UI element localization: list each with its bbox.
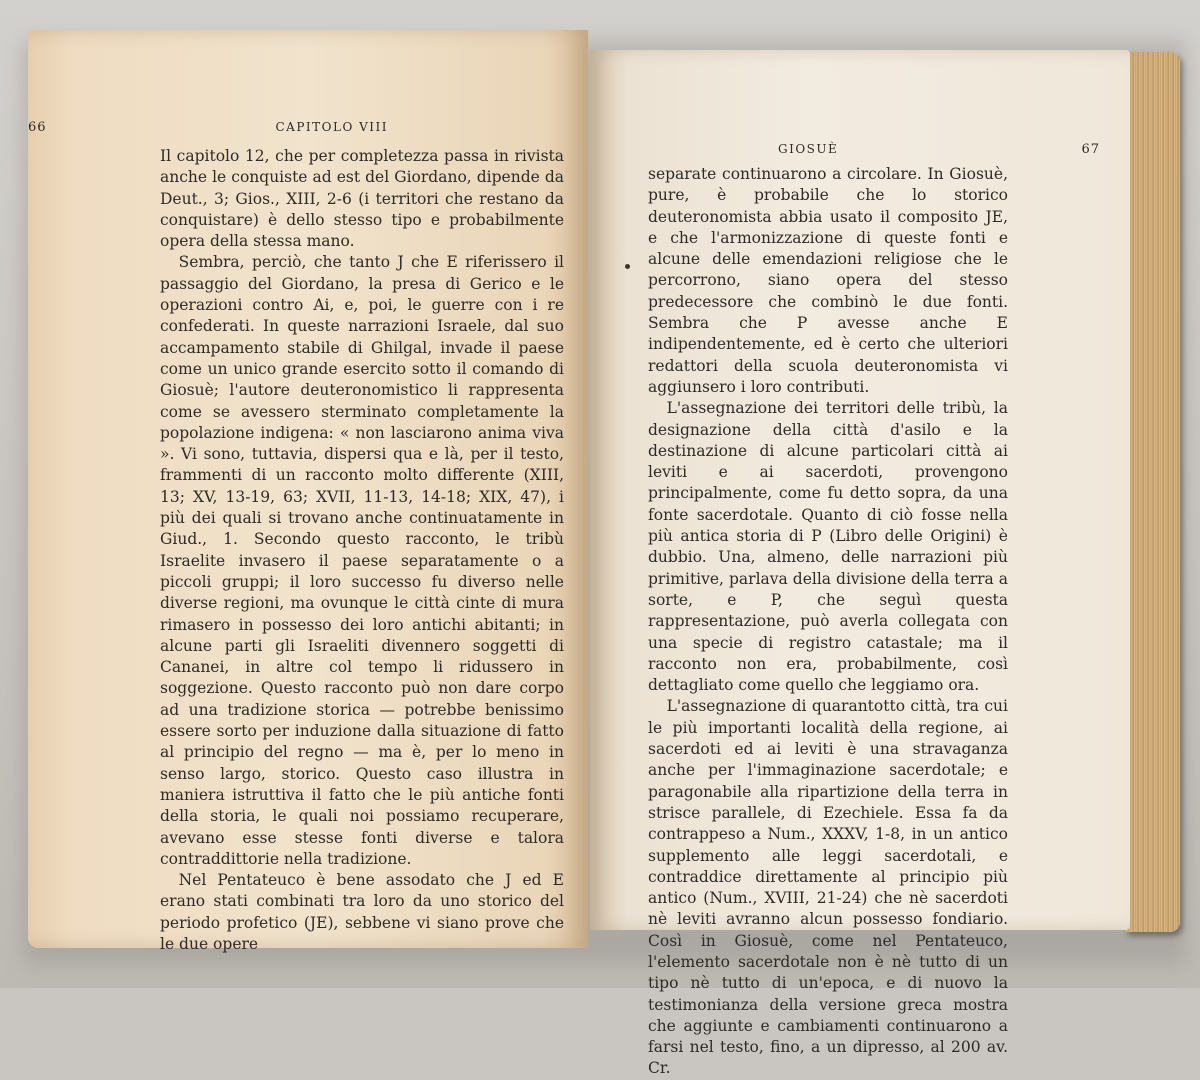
right-page (590, 50, 1130, 1078)
paragraph: Sembra, perciò, che tanto J che E riferissero il passaggio del Giordano, la presa di Gerico e le operazioni contro Ai, e, poi, le guerre con i re confederati. In queste narrazioni Israele, dal suo accampamento stabile di Ghilgal, invade il paese come un unico grande esercito sotto il comando di Giosuè; l'autore deuteronomistico li rappresenta come se avessero sterminato completamente la popolazione indigena: « non lasciarono anima viva ». Vi sono, tuttavia, dispersi qua e là, per il testo, frammenti di un racconto molto differente (XIII, 13; XV, 13-19, 63; XVII, 11-13, 14-18; XIX, 47), i più dei quali si trovano anche continuatamente in Giud., 1. Secondo questo racconto, le tribù Israelite invasero il paese separatamente o a piccoli gruppi; il loro successo fu diverso nelle diverse regioni, ma ovunque le città cinte di mura rimasero in possesso dei loro antichi abitanti; in alcune parti gli Israeliti divennero soggetti di Cananei, in altre col tempo li ridussero in soggezione. Questo racconto può non dare corpo ad una tradizione storica — potrebbe benissimo essere sorto per induzione dalla situazione di fatto al principio del regno — ma è, per lo meno in senso largo, storico. Questo caso illustra in maniera istruttiva il fatto che le più antiche fonti della storia, le quali noi possiamo recuperare, avevano esse stesse fonti diverse e talora contraddittorie nella tradizione. (160, 253, 564, 868)
left-page-header (30, 120, 568, 142)
left-running-title: CAPITOLO VIII (275, 120, 388, 134)
page-edges (1125, 52, 1180, 932)
right-running-title: GIOSUÈ (778, 142, 839, 156)
right-page-header (648, 142, 1100, 164)
paragraph: L'assegnazione dei territori delle tribù, la designazione della città d'asilo e la destinazione di alcune particolari città ai leviti e ai sacerdoti, provengono principalmente, come fu detto sopra, da una fonte sacerdotale. Quanto di ciò fosse nella più antica storia di P (Libro delle Origini) è dubbio. Una, almeno, delle narrazioni più primitive, parlava della divisione della terra a sorte, e P, che seguì questa rappresentazione, può averla collegata con una specie di registro catastale; ma il racconto non era, probabilmente, così dettagliato come quello che leggiamo ora. (648, 399, 1008, 695)
paragraph: L'assegnazione di quarantotto città, tra cui le più importanti località della regione, ai sacerdoti ed ai leviti è una stravaganza anche per l'immaginazione sacerdotale; e paragonabile alla ripartizione della terra in strisce parallele, di Ezechiele. Essa fa da contrappeso a Num., XXXV, 1-8, in un antico supplemento alle leggi sacerdotali, e contraddice direttamente al principio più antico (Num., XVIII, 21-24) che nè sacerdoti nè leviti avranno alcun possesso fondiario. Così in Giosuè, come nel Pentateuco, l'elemento sacerdotale non è nè tutto di un tipo nè tutto di un'epoca, e di nuovo la testimonianza della versione greca mostra che aggiunte e cambiamenti continuarono a farsi nel testo, fino, a un dipresso, al 200 av. Cr. (648, 697, 1008, 1078)
left-page-text (160, 146, 564, 955)
paragraph: Nel Pentateuco è bene assodato che J ed E erano stati combinati tra loro da uno storico del periodo profetico (JE), sebbene vi siano prove che le due opere (160, 871, 564, 953)
paragraph: separate continuarono a circolare. In Giosuè, pure, è probabile che lo storico deuteronomista abbia usato il composito JE, e che l'armonizzazione di queste fonti e alcune delle emendazioni religiose che le percorrono, siano opera del stesso predecessore che combinò le due fonti. Sembra che P avesse anche E indipendentemente, ed è certo che ulteriori redattori della scuola deuteronomista vi aggiunsero i loro contributi. (648, 165, 1008, 396)
right-page-text (648, 164, 1008, 1080)
ink-speck (625, 264, 630, 269)
left-page-number: 66 (28, 120, 47, 135)
paragraph: Il capitolo 12, che per completezza passa in rivista anche le conquiste ad est del Giordano, dipende da Deut., 3; Gios., XIII, 2-6 (i territori che restano da conquistare) è dello stesso tipo e probabilmente opera della stessa mano. (160, 147, 564, 251)
left-page (28, 30, 588, 953)
right-page-number: 67 (1081, 142, 1100, 157)
